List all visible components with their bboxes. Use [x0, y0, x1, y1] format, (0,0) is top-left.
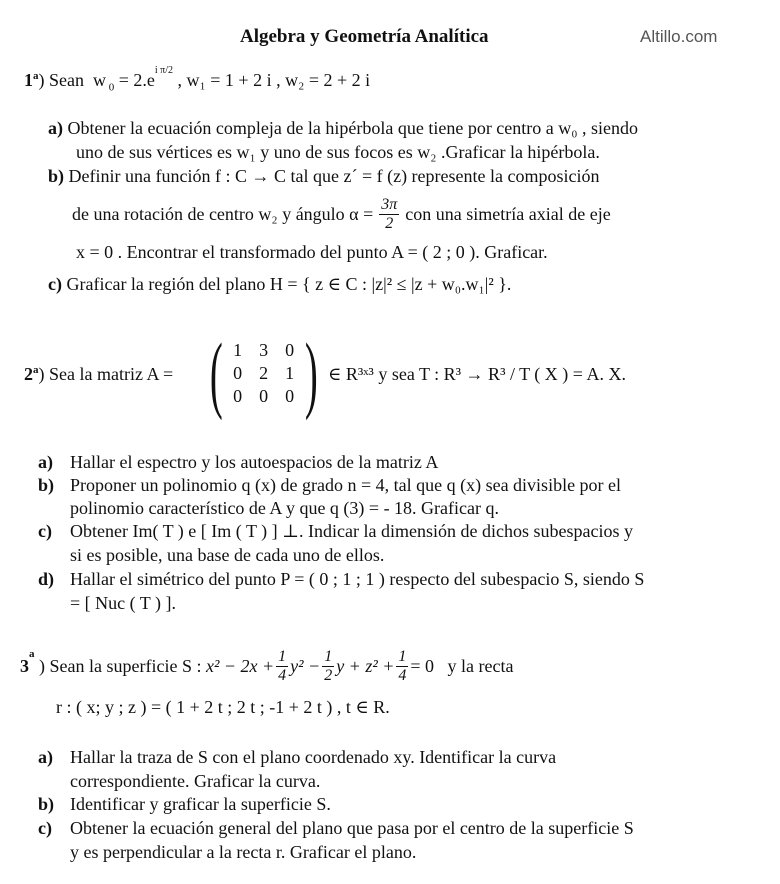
page-title: Algebra y Geometría Analítica: [240, 26, 489, 47]
matrix-cell: 3: [259, 339, 269, 360]
p1-item-b-line1: b) Definir una función f : C → C tal que z´ = f (z) represente la composición: [48, 166, 600, 186]
p1-item-a-line1: a) Obtener la ecuación compleja de la hipérbola que tiene por centro a w₀ , siendo: [48, 118, 639, 138]
matrix-cell: 0: [233, 385, 243, 406]
p1-item-b-line2: de una rotación de centro w₂ y ángulo α = $\frac{3\pi}{2}$ con una simetría axial de eje: [72, 196, 611, 232]
matrix-cells: [225, 340, 303, 407]
left-paren: (: [209, 325, 223, 421]
line-r-equation: r : ( x; y ; z ) = ( 1 + 2 t ; 2 t ; -1 + 2 t ) , t ∈ R.: [56, 697, 390, 717]
matrix-cell: 0: [285, 339, 295, 360]
right-paren: ): [304, 325, 318, 421]
p1-item-c: c) Graficar la región del plano H = { z ∈ C : |z|² ≤ |z + w₀.w₁|² }.: [48, 274, 512, 294]
matrix-a: [202, 325, 325, 421]
fraction-1-over-4: $\frac{1}{4}$: [278, 648, 287, 684]
p2-item-b: b) Proponer un polinomio q (x) de grado n = 4, tal que q (x) sea divisible por el polinomio característico de A y que q (3) = - 18. Graficar q.: [38, 475, 622, 518]
problem-2-intro: 2$^a$) Sea la matriz A =: [24, 364, 174, 384]
p1-item-a-line2: uno de sus vértices es w₁ y uno de sus focos es w₂ .Graficar la hipérbola.: [76, 142, 600, 162]
problem-2-transformation: ∈ R³ˣ³ y sea T : R³ → R³ / T ( X ) = A. X.: [328, 364, 626, 384]
problem-2-number: 2: [24, 364, 33, 384]
p2-item-c: c) Obtener Im( T ) e [ Im ( T ) ] ⊥. Indicar la dimensión de dichos subespacios y si es posible, una base de cada uno de ellos.: [38, 521, 633, 565]
matrix-cell: 0: [233, 362, 243, 383]
p2-item-a: a) Hallar el espectro y los autoespacios de la matriz A: [38, 452, 439, 472]
matrix-cell: 1: [233, 339, 243, 360]
p3-item-c: c) Obtener la ecuación general del plano que pasa por el centro de la superficie S y es perpendicular a la recta r. Graficar el plano.: [38, 818, 634, 862]
problem-3-surface: 3 $^a$ ) Sean la superficie S : x² − 2x + $\frac{1}{4}$ y² − $\frac{1}{2}$ y + z² + $\frac{1}{4}$ = 0 y la recta: [20, 648, 514, 684]
matrix-cell: 2: [259, 362, 269, 383]
fraction-1-over-2: $\frac{1}{2}$: [324, 648, 333, 684]
p3-item-a: a) Hallar la traza de S con el plano coordenado xy. Identificar la curva correspondiente. Graficar la curva.: [38, 747, 557, 791]
fraction-3pi-over-2: $\frac{3\pi}{2}$: [381, 196, 398, 232]
matrix-cell: 0: [285, 385, 295, 406]
problem-1-number: 1: [24, 70, 33, 90]
fraction-1-over-4: $\frac{1}{4}$: [398, 648, 407, 684]
matrix-cell: 1: [285, 362, 295, 383]
problem-3-number: 3: [20, 656, 29, 676]
p1-item-b-line3: x = 0 . Encontrar el transformado del punto A = ( 2 ; 0 ). Graficar.: [76, 242, 548, 262]
problem-1-statement: 1$^a$) Sean w $_0 = 2.e^{i \pi/2}$ , w₁ = 1 + 2 i , w₂ = 2 + 2 i: [24, 65, 371, 94]
p2-item-d: d) Hallar el simétrico del punto P = ( 0 ; 1 ; 1 ) respecto del subespacio S, siendo S = [ Nuc ( T ) ].: [38, 569, 645, 613]
brand-watermark: Altillo.com: [640, 27, 718, 46]
matrix-cell: 0: [259, 385, 269, 406]
p3-item-b: b) Identificar y graficar la superficie S.: [38, 794, 331, 814]
